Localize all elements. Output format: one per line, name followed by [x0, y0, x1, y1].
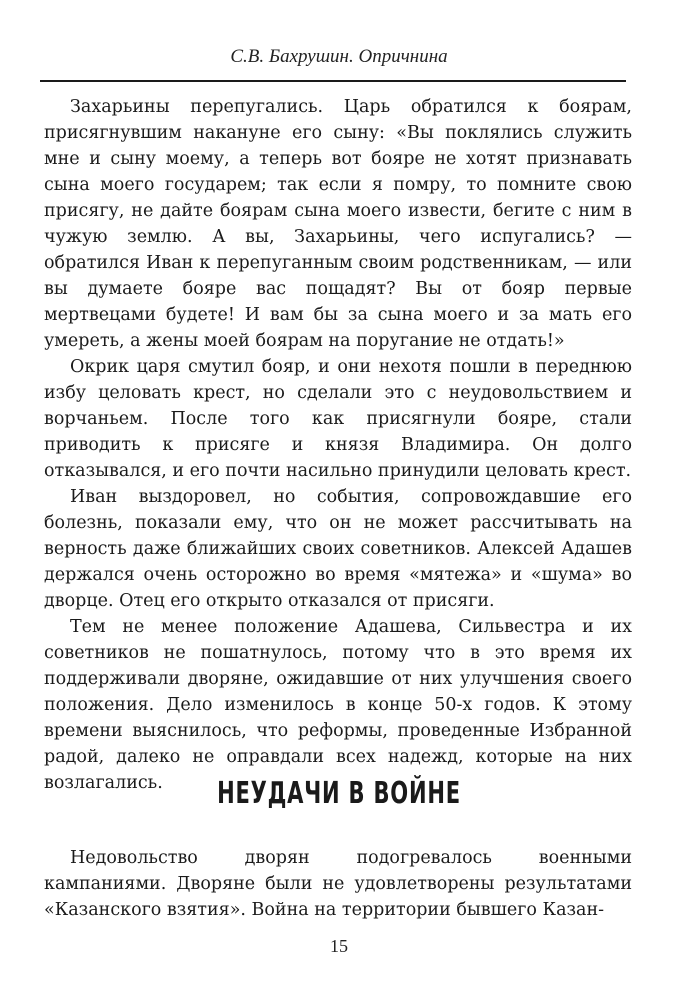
chapter-body-text	[44, 845, 632, 923]
body-text	[44, 94, 632, 796]
paragraph: Иван выздоровел, но события, сопровождавшие его болезнь, показали ему, что он не может рассчитывать на верность даже ближайших своих советников. Алексей Адашев держался очень осторожно во время «мятежа» и «шума» во дворце. Отец его открыто отказался от присяги.	[44, 487, 632, 611]
paragraph: Захарьины перепугались. Царь обратился к боярам, присягнувшим накануне его сыну: «Вы поклялись служить мне и сыну моему, а теперь вот бояре не хотят признавать сына моего государем; так если я помру, то помните свою присягу, не дайте боярам сына моего извести, бегите с ним в чужую землю. А вы, Захарьины, чего испугались? — обратился Иван к перепуганным своим родственникам, — или вы думаете бояре вас пощадят? Вы от бояр первые мертвецами будете! И вам бы за сына моего и за мать его умереть, а жены моей боярам на поругание не отдать!»	[44, 97, 632, 351]
paragraph: Тем не менее положение Адашева, Сильвестра и их советников не пошатнулось, потому что в это время их поддерживали дворяне, ожидавшие от них улучшения своего положения. Дело изменилось в конце 50-х годов. К этому времени выяснилось, что реформы, проведенные Избранной радой, далеко не оправдали всех надежд, которые на них возлагались.	[44, 617, 632, 793]
paragraph: Окрик царя смутил бояр, и они нехотя пошли в переднюю избу целовать крест, но сделали это с неудовольствием и ворчаньем. После того как присягнули бояре, стали приводить к присяге и князя Владимира. Он долго отказывался, и его почти насильно принудили целовать крест.	[44, 357, 632, 481]
paragraph: Недовольство дворян подогревалось военными кампаниями. Дворяне были не удовлетворены результатами «Казанского взятия». Война на территории бывшего Казан-	[44, 848, 632, 920]
running-head: С.В. Бахрушин. Опричнина	[230, 46, 448, 67]
header-rule	[40, 80, 626, 82]
chapter-heading: НЕУДАЧИ В ВОЙНЕ	[217, 776, 461, 811]
page-number: 15	[330, 936, 348, 956]
